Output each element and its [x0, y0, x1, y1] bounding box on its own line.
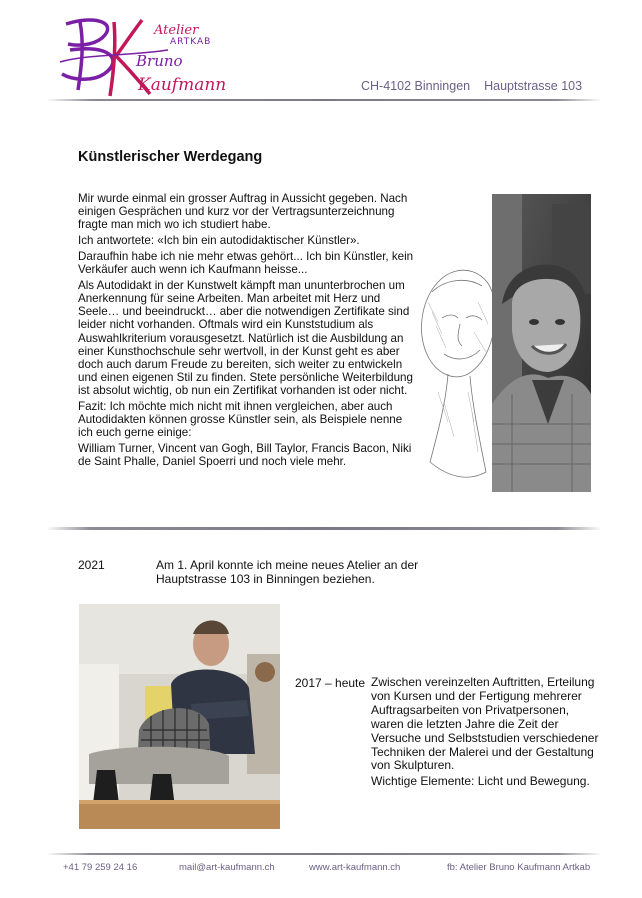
address — [361, 79, 582, 93]
bio-paragraph: Ich antwortete: «Ich bin ein autodidaktischer Künstler». — [78, 234, 360, 248]
footer-divider — [46, 853, 602, 855]
section-divider — [46, 527, 602, 530]
timeline-paragraph: Zwischen vereinzelten Auftritten, Erteilung von Kursen und der Fertigung mehrerer Auftragsarbeiten von Privatpersonen, waren die letzten Jahre die Zeit der Versuche und Selbststudien verschiedener Techniken der Malerei und der Gestaltung von Skulpturen. — [371, 675, 599, 773]
bio-paragraph: Daraufhin habe ich nie mehr etwas gehört... Ich bin Künstler, kein Verkäufer auch wenn ich Kaufmann heisse... — [78, 249, 414, 277]
address-city: CH-4102 Binningen — [361, 79, 471, 93]
logo — [58, 14, 233, 98]
timeline-year-2021: 2021 — [78, 558, 105, 572]
portrait-photo — [492, 194, 591, 492]
portrait-sketch-image — [408, 262, 500, 492]
bio-paragraph: William Turner, Vincent van Gogh, Bill Taylor, Francis Bacon, Niki de Saint Phalle, Daniel Spoerri und noch viele mehr. — [78, 442, 412, 469]
logo-artkab-text: ARTKAB — [170, 37, 212, 47]
logo-atelier-text: Atelier — [154, 23, 199, 38]
bio-paragraph: Als Autodidakt in der Kunstwelt kämpft man ununterbrochen um Anerkennung für seine Arbeiten. Man arbeitet mit Herz und Seele… und beeindruckt… aber die notwendigen Zertifikate sind leider nicht vorhanden. Oftmals wird ein Kunststudium als Auswahlkriterium vorausgesetzt. Natürlich ist die Ausbildung an einer Kunsthochschule sehr wertvoll, in der Kunst geht es aber doch auch darum Freude zu bereiten, sich weiter zu entwickeln und einen eigenen Stil zu finden. Stete persönliche Weiterbildung ist absolut wichtig, ob nun ein Zertifikat vorhanden ist oder nicht. — [78, 278, 413, 398]
bio-paragraph: Mir wurde einmal ein grosser Auftrag in Aussicht gegeben. Nach einigen Gesprächen und kurz vor der Vertragsunterzeichnung fragte man mich wo ich studiert habe. — [78, 192, 408, 232]
footer-website-link[interactable]: www.art-kaufmann.ch — [309, 862, 401, 873]
logo-first-name: Bruno — [136, 52, 183, 70]
timeline-year-2017: 2017 – heute — [295, 676, 366, 690]
timeline-text-2017 — [371, 676, 601, 789]
footer-facebook-link[interactable]: fb: Atelier Bruno Kaufmann Artkab — [447, 862, 591, 873]
header-divider — [46, 99, 602, 101]
address-street: Hauptstrasse 103 — [484, 79, 583, 93]
timeline-note: Wichtige Elemente: Licht und Bewegung. — [371, 774, 590, 789]
logo-last-name: Kaufmann — [138, 75, 227, 95]
bio-paragraph: Fazit: Ich möchte mich nicht mit ihnen vergleichen, aber auch Autodidakten können grosse Künstler sein, als Beispiele nenne ich euch gerne einige: — [78, 400, 403, 440]
footer-phone[interactable]: +41 79 259 24 16 — [63, 862, 138, 873]
bio-text — [78, 192, 418, 471]
footer-email-link[interactable]: mail@art-kaufmann.ch — [179, 862, 275, 873]
timeline-text-2021: Am 1. April konnte ich meine neues Atelier an der Hauptstrasse 103 in Binningen beziehen. — [156, 558, 419, 586]
atelier-photo — [79, 604, 280, 829]
section-title: Künstlerischer Werdegang — [78, 149, 263, 165]
